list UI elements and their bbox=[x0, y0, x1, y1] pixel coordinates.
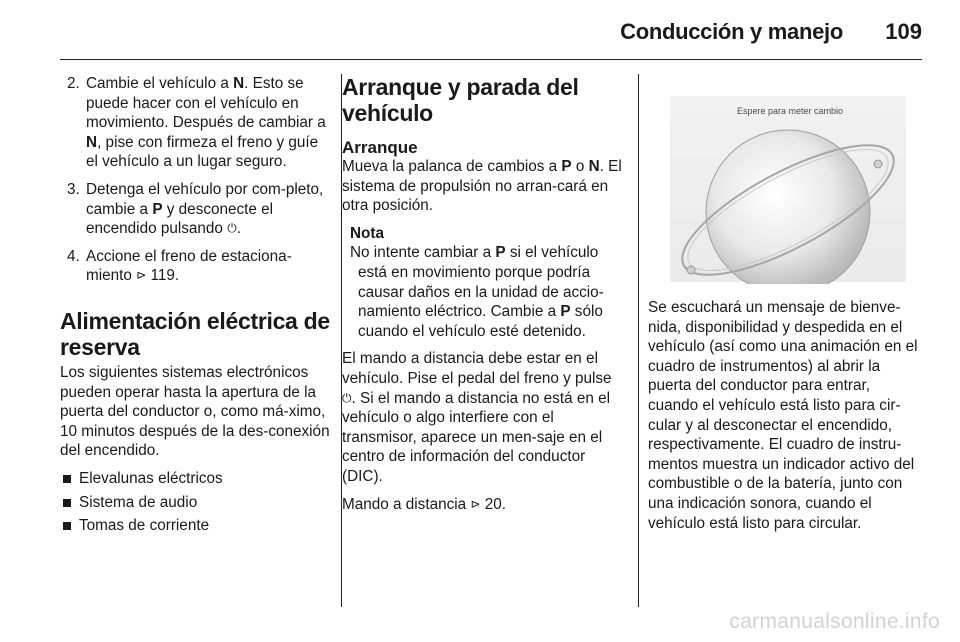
subsection-title-start: Arranque bbox=[342, 138, 418, 157]
page-reference-icon: ⊳ bbox=[470, 496, 481, 511]
note-box bbox=[342, 224, 624, 342]
step-3: 3. Detenga el vehículo por com-pleto, cambie a P y desconecte el encendido pulsando ⏻. bbox=[67, 180, 324, 238]
watermark: carmanualsonline.info bbox=[729, 610, 940, 633]
column-left bbox=[60, 74, 332, 540]
paragraph-remote-ref: Mando a distancia ⊳ 20. bbox=[342, 495, 506, 513]
column-middle bbox=[342, 74, 624, 522]
list-item: Elevalunas eléctricos bbox=[60, 469, 332, 489]
list-item: Tomas de corriente bbox=[60, 516, 332, 536]
figure-caption: Espere para meter cambio bbox=[736, 106, 844, 116]
section-title-backup-power: Alimentación eléctrica de reserva bbox=[60, 307, 330, 360]
power-button-icon: ⏻ bbox=[342, 390, 352, 405]
section-title-start-stop: Arranque y parada del vehículo bbox=[342, 74, 579, 126]
header-title: Conducción y manejo bbox=[620, 19, 843, 44]
paragraph-shift-lever: Mueva la palanca de cambios a P o N. El sistema de propulsión no arran-cará en otra posición. bbox=[342, 158, 622, 215]
section-text-backup-power: Los siguientes sistemas electrónicos pueden operar hasta la apertura de la puerta del conductor o, como má-ximo, 10 minutos después de la des-conexión del encendido. bbox=[60, 363, 330, 460]
paragraph-welcome-message: Se escuchará un mensaje de bienve-nida, disponibilidad y despedida en el vehículo (así como una animación en el cuadro de instrumentos) al abrir la puerta del conductor para entrar, cuando el vehículo está listo para cir-cular y al desconectar el encendido, respectivamente. El cuadro de instru-mentos muestra un indicador activo del combustible o de la batería, junto con una indicación sonora, cuando el vehículo está listo para circular. bbox=[648, 299, 918, 532]
paragraph-remote-key: El mando a distancia debe estar en el vehículo. Pise el pedal del freno y pulse ⏻. Si el mando a distancia no está en el vehículo o algo interfiere con el transmisor, aparece un men-saje en el centro de información del conductor (DIC). bbox=[342, 350, 612, 485]
note-title: Nota bbox=[350, 224, 384, 242]
note-text: No intente cambiar a P si el vehículo está en movimiento porque podría causar daños en la unidad de accio-namiento eléctrico. Cambie a P sólo cuando el vehículo esté detenido. bbox=[350, 244, 604, 340]
page-number: 109 bbox=[885, 19, 922, 44]
column-divider-2 bbox=[638, 74, 639, 607]
step-4: 4. Accione el freno de estaciona-miento ⊳ 119. bbox=[67, 247, 292, 285]
step-2: 2. Cambie el vehículo a N. Esto se puede hacer con el vehículo en movimiento. Después de cambiar a N, pise con firmeza el freno y guíe el vehículo a un lugar seguro. bbox=[67, 75, 326, 171]
page-reference-icon: ⊳ bbox=[136, 268, 147, 283]
power-button-icon: ⏻ bbox=[227, 221, 237, 236]
instrument-display-figure bbox=[660, 82, 910, 284]
list-item: Sistema de audio bbox=[60, 493, 332, 513]
page-header bbox=[0, 0, 960, 60]
header-divider bbox=[60, 59, 922, 60]
globe-illustration bbox=[660, 82, 910, 284]
column-right bbox=[648, 74, 920, 541]
